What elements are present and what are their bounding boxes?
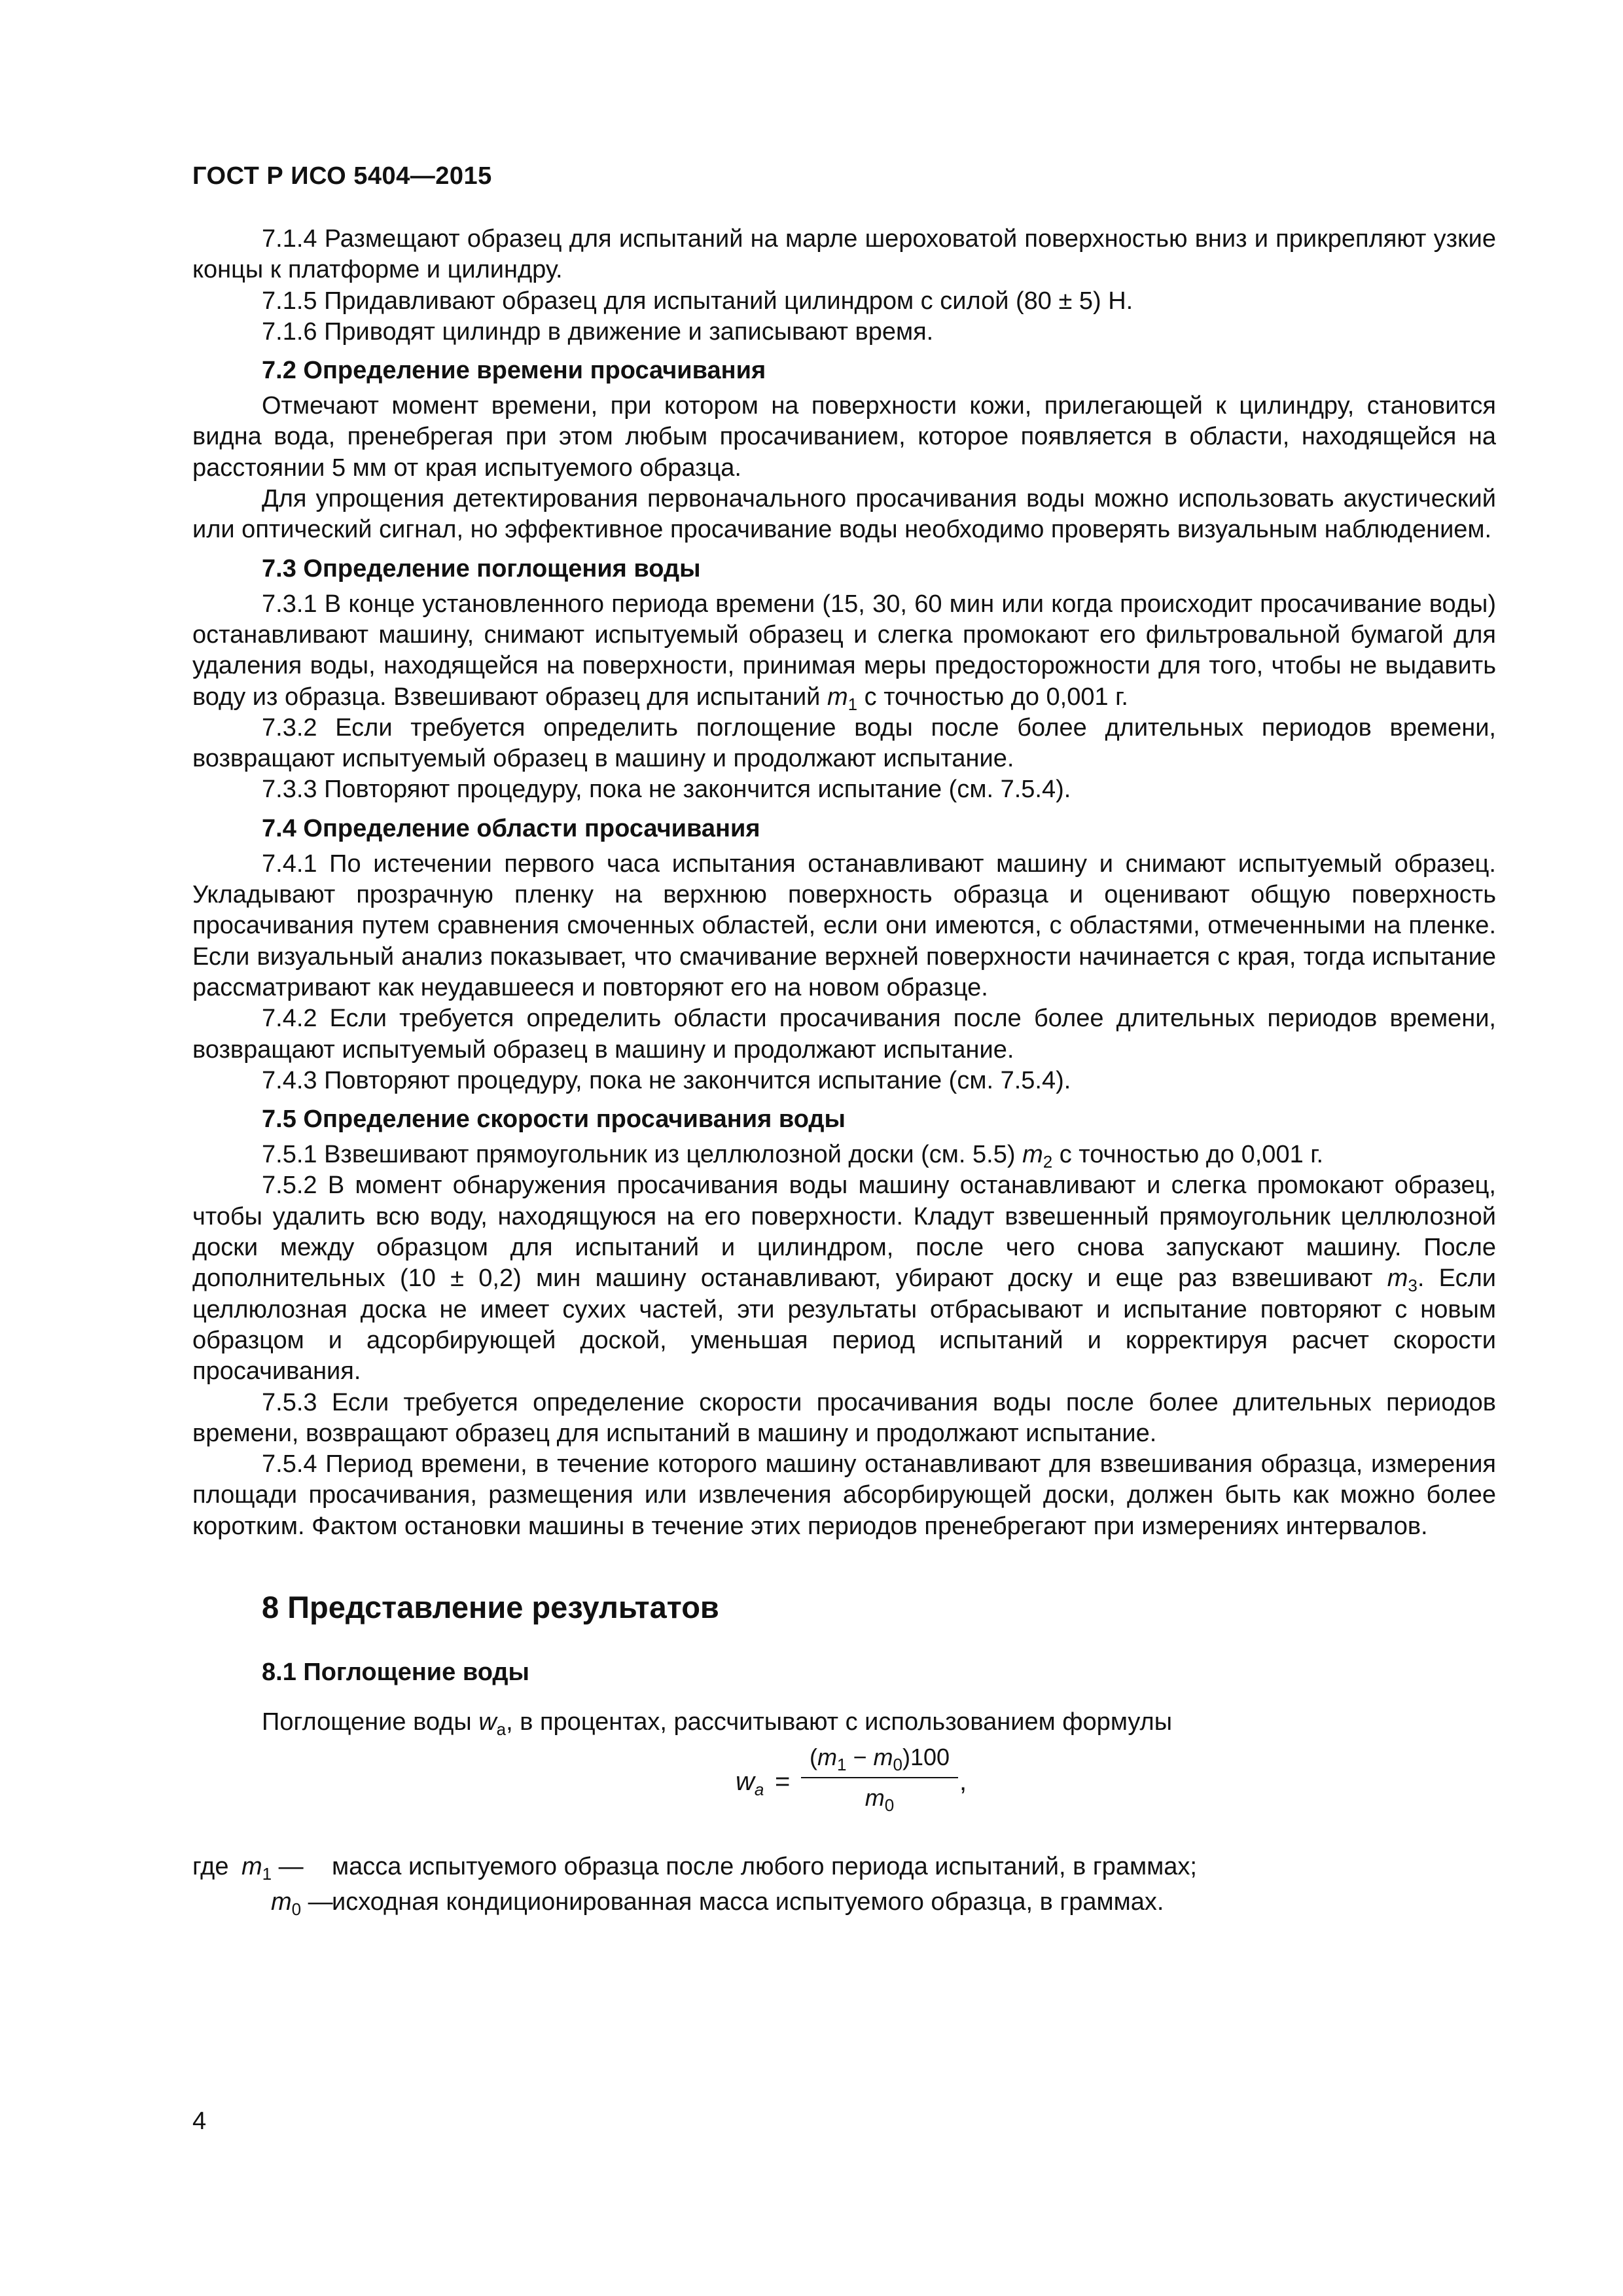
paragraph-7-3-2: 7.3.2 Если требуется определить поглощение воды после более длительных периодов времени, возвращают испытуемый образец в машину и продолжают испытание. bbox=[192, 713, 1496, 773]
legend-dash-1: — bbox=[272, 1853, 304, 1881]
heading-7-5: 7.5 Определение скорости просачивания воды bbox=[262, 1105, 846, 1134]
formula-fraction bbox=[801, 1742, 958, 1813]
formula-numerator-m1-subscript: 1 bbox=[836, 1755, 847, 1775]
formula-denominator bbox=[801, 1778, 958, 1813]
formula-trailing-comma: , bbox=[959, 1767, 967, 1797]
symbol-wa: w bbox=[478, 1708, 497, 1736]
page-number: 4 bbox=[192, 2108, 207, 2135]
paragraph-7-3-3: 7.3.3 Повторяют процедуру, пока не закончится испытание (см. 7.5.4). bbox=[262, 776, 1071, 804]
formula-legend bbox=[192, 1852, 1496, 1922]
legend-symbol-m1 bbox=[241, 1852, 304, 1882]
legend-symbol-m0 bbox=[271, 1887, 333, 1918]
heading-7-4: 7.4 Определение области просачивания bbox=[262, 814, 760, 842]
paragraph-7-1-6: 7.1.6 Приводят цилиндр в движение и записывают время. bbox=[262, 317, 934, 346]
legend-symbol-m0-subscript: 0 bbox=[291, 1899, 302, 1920]
paragraph-7-1-4: 7.1.4 Размещают образец для испытаний на марле шероховатой поверхностью вниз и прикрепляют узкие концы к платформе и цилиндру. bbox=[192, 225, 1496, 284]
formula-numerator-m0: m bbox=[873, 1744, 893, 1771]
formula-water-absorption bbox=[192, 1742, 1496, 1840]
paragraph-7-5-3: 7.5.3 Если требуется определение скорости просачивания воды после более длительных периодов времени, возвращают образец для испытаний в машину и продолжают испытание. bbox=[192, 1388, 1496, 1447]
formula-numerator-minus: − bbox=[846, 1744, 874, 1771]
legend-prefix: где bbox=[192, 1853, 229, 1881]
heading-7-3: 7.3 Определение поглощения воды bbox=[262, 554, 701, 583]
legend-text-m1: масса испытуемого образца после любого периода испытаний, в граммах; bbox=[332, 1853, 1197, 1881]
paragraph-7-2-a: Отмечают момент времени, при котором на поверхности кожи, прилегающей к цилиндру, становится видна вода, пренебрегая при этом любым просачиванием, которое появляется в области, находящейся на расстоянии 5 мм от края испытуемого образца. bbox=[192, 392, 1496, 482]
paragraph-7-5-2-text: 7.5.2 В момент обнаружения просачивания воды машину останавливают и слегка промокают образец, чтобы удалить всю воду, находящуюся на его поверхности. Кладут взвешенный прямоугольник целлюлозной доски между образцом для испытаний и цилиндром, после чего снова запускают машину. После дополнительных (10 ± 0,2) мин машину останавливают, убирают доску и еще раз взвешивают bbox=[192, 1172, 1496, 1293]
symbol-m3-subscript: 3 bbox=[1408, 1276, 1418, 1296]
legend-symbol-m1-letter: m bbox=[241, 1853, 262, 1881]
formula-numerator-m1: m bbox=[817, 1744, 837, 1771]
formula-numerator bbox=[801, 1742, 958, 1778]
formula-lhs-symbol: w bbox=[736, 1767, 755, 1797]
legend-text-m0: исходная кондиционированная масса испытуемого образца, в граммах. bbox=[332, 1888, 1164, 1916]
paragraph-8-1 bbox=[192, 1707, 1496, 1738]
legend-symbol-m1-subscript: 1 bbox=[262, 1864, 272, 1884]
formula-numerator-close: )100 bbox=[902, 1744, 950, 1771]
formula-lhs bbox=[736, 1767, 764, 1800]
paragraph-8-1-tail: , в процентах, рассчитывают с использованием формулы bbox=[506, 1708, 1173, 1736]
symbol-m1: m bbox=[827, 683, 848, 711]
formula-numerator-m0-subscript: 0 bbox=[893, 1755, 902, 1775]
paragraph-7-4-2: 7.4.2 Если требуется определить области просачивания после более длительных периодов времени, возвращают испытуемый образец в машину и продолжают испытание. bbox=[192, 1005, 1496, 1064]
formula-lhs-subscript: a bbox=[754, 1780, 764, 1800]
heading-7-2: 7.2 Определение времени просачивания bbox=[262, 357, 766, 385]
heading-8-1: 8.1 Поглощение воды bbox=[262, 1658, 529, 1686]
paragraph-7-5-2 bbox=[192, 1170, 1496, 1387]
paragraph-7-5-4: 7.5.4 Период времени, в течение которого машину останавливают для взвешивания образца, измерения площади просачивания, размещения или извлечения абсорбирующей доски, должен быть как можно более коротким. Фактом остановки машины в течение этих периодов пренебрегают при измерениях интервалов. bbox=[192, 1450, 1496, 1540]
formula-equals-sign: = bbox=[775, 1767, 791, 1797]
symbol-m2: m bbox=[1022, 1141, 1043, 1169]
paragraph-7-3-1-tail: с точностью до 0,001 г. bbox=[857, 683, 1128, 711]
paragraph-7-5-1 bbox=[192, 1139, 1496, 1170]
paragraph-8-1-text: Поглощение воды bbox=[262, 1708, 479, 1736]
legend-dash-2: — bbox=[301, 1888, 333, 1916]
paragraph-7-3-1-text: 7.3.1 В конце установленного периода времени (15, 30, 60 мин или когда происходит просачивание воды) останавливают машину, снимают испытуемый образец и слегка промокают его фильтровальной бумагой для удаления воды, находящейся на поверхности, принимая меры предосторожности для того, чтобы не выдавить воду из образца. Взвешивают образец для испытаний bbox=[192, 590, 1496, 711]
paragraph-7-4-3: 7.4.3 Повторяют процедуру, пока не закончится испытание (см. 7.5.4). bbox=[262, 1066, 1071, 1094]
paragraph-7-5-2-tail: . Если целлюлозная доска не имеет сухих частей, эти результаты отбрасывают и испытание повторяют с новым образцом и адсорбирующей доской, уменьшая период испытаний и корректируя расчет скорости просачивания. bbox=[192, 1265, 1496, 1386]
paragraph-7-1-5: 7.1.5 Придавливают образец для испытаний цилиндром с силой (80 ± 5) Н. bbox=[262, 287, 1133, 315]
formula-numerator-open: ( bbox=[809, 1744, 817, 1771]
formula-denominator-m0: m bbox=[865, 1784, 885, 1811]
legend-symbol-m0-letter: m bbox=[271, 1888, 292, 1916]
heading-section-8: 8 Представление результатов bbox=[262, 1589, 719, 1624]
paragraph-7-5-1-text: 7.5.1 Взвешивают прямоугольник из целлюлозной доски (см. 5.5) bbox=[262, 1141, 1023, 1169]
paragraph-7-5-1-tail: с точностью до 0,001 г. bbox=[1052, 1141, 1324, 1169]
paragraph-7-4-1: 7.4.1 По истечении первого часа испытания останавливают машину и снимают испытуемый образец. Укладывают прозрачную пленку на верхнюю поверхность образца и оценивают общую поверхность просачивания путем сравнения смоченных областей, если они имеются, с областями, отмеченными на пленке. Если визуальный анализ показывает, что смачивание верхней поверхности начинается с края, тогда испытание рассматривают как неудавшееся и повторяют его на новом образце. bbox=[192, 850, 1496, 1001]
symbol-wa-subscript: a bbox=[496, 1719, 507, 1739]
document-body bbox=[192, 224, 1496, 1922]
paragraph-7-3-1 bbox=[192, 589, 1496, 713]
formula-denominator-subscript: 0 bbox=[884, 1795, 895, 1815]
document-header-standard-code: ГОСТ Р ИСО 5404—2015 bbox=[192, 162, 492, 190]
symbol-m3: m bbox=[1387, 1265, 1408, 1293]
symbol-m1-subscript: 1 bbox=[847, 694, 858, 714]
symbol-m2-subscript: 2 bbox=[1043, 1152, 1053, 1172]
paragraph-7-2-b: Для упрощения детектирования первоначального просачивания воды можно использовать акустический или оптический сигнал, но эффективное просачивание воды необходимо проверять визуальным наблюдением. bbox=[192, 485, 1496, 544]
